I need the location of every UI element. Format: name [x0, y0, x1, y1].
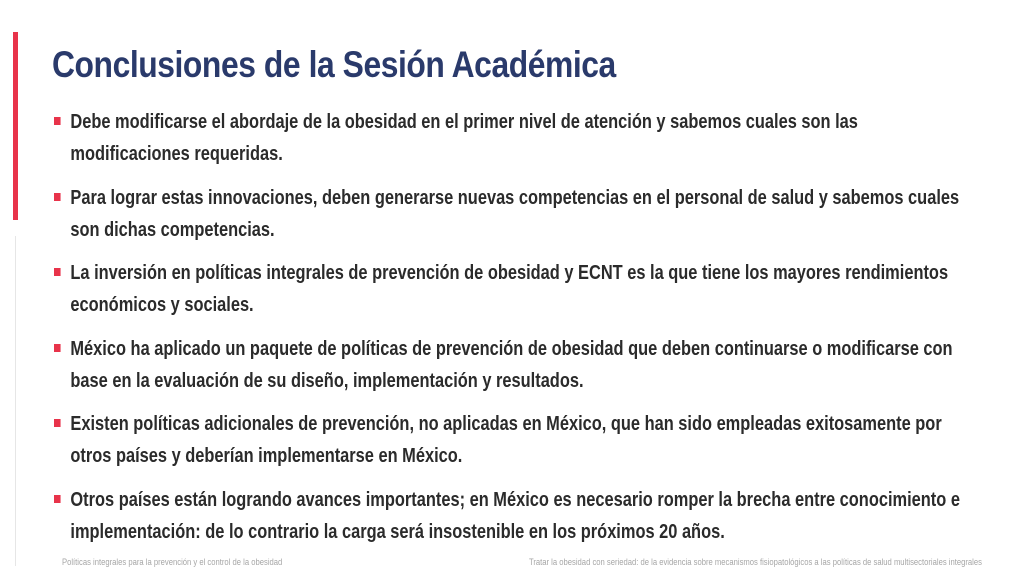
- square-bullet-icon: [54, 193, 61, 201]
- footer-right-text: Tratar la obesidad con seriedad: de la evidencia sobre mecanismos fisiopatológicos a las políticas de salud multisectoriales integrales: [528, 557, 982, 567]
- bullet-item: [54, 106, 972, 170]
- bullet-text: Debe modificarse el abordaje de la obesidad en el primer nivel de atención y sabemos cuales son las modificaciones requeridas.: [70, 111, 858, 165]
- square-bullet-icon: [54, 495, 61, 503]
- bullet-text: La inversión en políticas integrales de prevención de obesidad y ECNT es la que tiene los mayores rendimientos económicos y sociales.: [70, 262, 949, 316]
- bullet-text: Otros países están logrando avances importantes; en México es necesario romper la brecha entre conocimiento e implementación: de lo contrario la carga será insostenible en los próximos 20 años.: [70, 488, 960, 543]
- accent-bar: [13, 32, 18, 220]
- divider-line: [15, 236, 16, 566]
- bullet-text: México ha aplicado un paquete de políticas de prevención de obesidad que deben continuarse o modificarse con base en la evaluación de su diseño, implementación y resultados.: [70, 337, 953, 392]
- bullet-item: [54, 182, 972, 246]
- square-bullet-icon: [54, 419, 61, 427]
- bullet-text: Para lograr estas innovaciones, deben generarse nuevas competencias en el personal de salud y sabemos cuales son dichas competencias.: [70, 186, 960, 241]
- square-bullet-icon: [54, 268, 61, 276]
- slide-title: Conclusiones de la Sesión Académica: [52, 44, 616, 85]
- square-bullet-icon: [54, 344, 61, 352]
- bullet-list: [54, 106, 972, 559]
- footer-left-text: Políticas integrales para la prevención y el control de la obesidad: [62, 557, 283, 567]
- bullet-item: [54, 484, 972, 548]
- square-bullet-icon: [54, 117, 61, 125]
- bullet-item: [54, 408, 972, 472]
- bullet-item: [54, 257, 972, 321]
- bullet-item: [54, 333, 972, 397]
- bullet-text: Existen políticas adicionales de prevención, no aplicadas en México, que han sido empleadas exitosamente por otros países y deberían implementarse en México.: [70, 413, 942, 467]
